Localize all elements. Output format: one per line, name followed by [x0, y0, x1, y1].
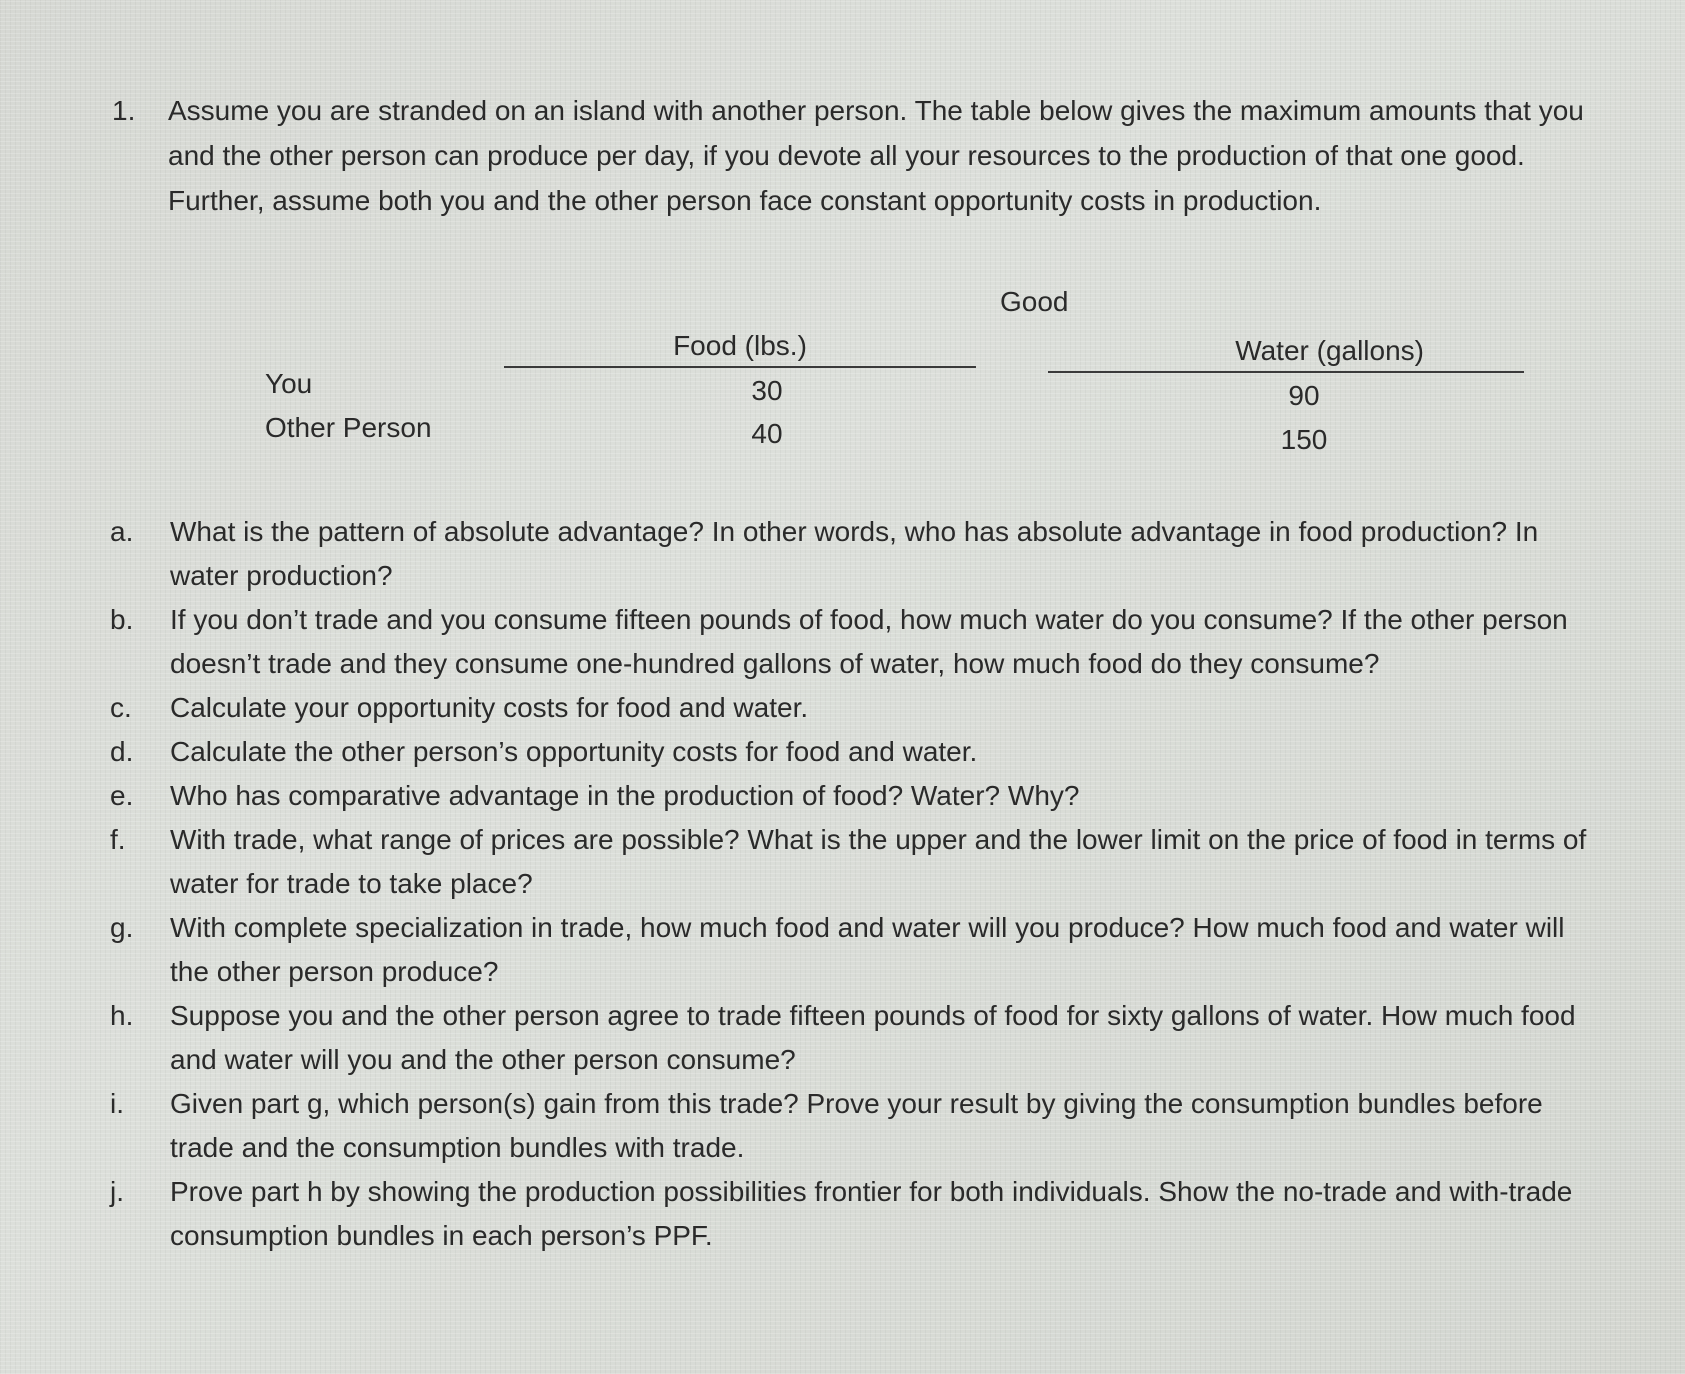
subquestion-letter: g.	[110, 912, 134, 943]
subquestion-e	[110, 774, 1590, 818]
subquestion-letter: e.	[110, 780, 134, 811]
table-cell-other-water: 150	[1280, 424, 1328, 455]
table-cell-you-food: 30	[751, 375, 783, 406]
table-row-label-you: You	[265, 368, 313, 399]
subquestion-text: With trade, what range of prices are possible? What is the upper and the lower limit on the price of food in terms of water for trade to take place?	[170, 824, 1587, 899]
subquestion-text: Calculate the other person’s opportunity costs for food and water.	[170, 736, 978, 767]
subquestion-text: With complete specialization in trade, how much food and water will you produce? How much food and water will the other person produce?	[170, 912, 1565, 987]
subquestion-letter: a.	[110, 516, 134, 547]
subquestion-text: What is the pattern of absolute advantage? In other words, who has absolute advantage in food production? In water production?	[170, 516, 1539, 591]
subquestion-i	[110, 1082, 1590, 1170]
question-text: Assume you are stranded on an island with another person. The table below gives the maximum amounts that you and the other person can produce per day, if you devote all your resources to the production of that one good. Further, assume both you and the other person face constant opportunity costs in production.	[168, 95, 1584, 216]
subquestion-text: Given part g, which person(s) gain from this trade? Prove your result by giving the consumption bundles before trade and the consumption bundles with trade.	[170, 1088, 1543, 1163]
subquestion-f	[110, 818, 1590, 906]
subquestion-letter: c.	[110, 692, 132, 723]
subquestion-letter: d.	[110, 736, 134, 767]
subquestion-c	[110, 686, 1590, 730]
question-number: 1.	[112, 95, 136, 126]
subquestion-b	[110, 598, 1590, 686]
subquestion-text: Suppose you and the other person agree to trade fifteen pounds of food for sixty gallons of water. How much food and water will you and the other person consume?	[170, 1000, 1576, 1075]
subquestion-g	[110, 906, 1590, 994]
table-header-food	[504, 330, 976, 368]
subquestion-letter: j.	[110, 1176, 124, 1207]
table-cell-you-water: 90	[1288, 380, 1320, 411]
subquestion-letter: h.	[110, 1000, 134, 1031]
subquestion-h	[110, 994, 1590, 1082]
subquestion-text: Who has comparative advantage in the production of food? Water? Why?	[170, 780, 1080, 811]
table-group-header: Good	[1000, 286, 1069, 317]
table-cell-other-food: 40	[751, 418, 783, 449]
subquestion-a	[110, 510, 1590, 598]
subquestion-text: Prove part h by showing the production possibilities frontier for both individuals. Show the no-trade and with-trade consumption bundles in each person’s PPF.	[170, 1176, 1573, 1251]
subquestion-j	[110, 1170, 1590, 1258]
subquestion-d	[110, 730, 1590, 774]
water-column-label: Water (gallons)	[1235, 335, 1424, 366]
food-column-label: Food (lbs.)	[673, 330, 807, 361]
subquestion-list	[110, 510, 1590, 1258]
question-1	[112, 88, 1612, 223]
subquestion-text: Calculate your opportunity costs for food and water.	[170, 692, 809, 723]
subquestion-letter: f.	[110, 824, 126, 855]
subquestion-text: If you don’t trade and you consume fifteen pounds of food, how much water do you consume? If the other person doesn’t trade and they consume one-hundred gallons of water, how much food do they consume?	[170, 604, 1568, 679]
table-header-water	[1048, 335, 1524, 373]
subquestion-letter: b.	[110, 604, 134, 635]
table-row-label-other: Other Person	[265, 412, 432, 443]
subquestion-letter: i.	[110, 1088, 124, 1119]
